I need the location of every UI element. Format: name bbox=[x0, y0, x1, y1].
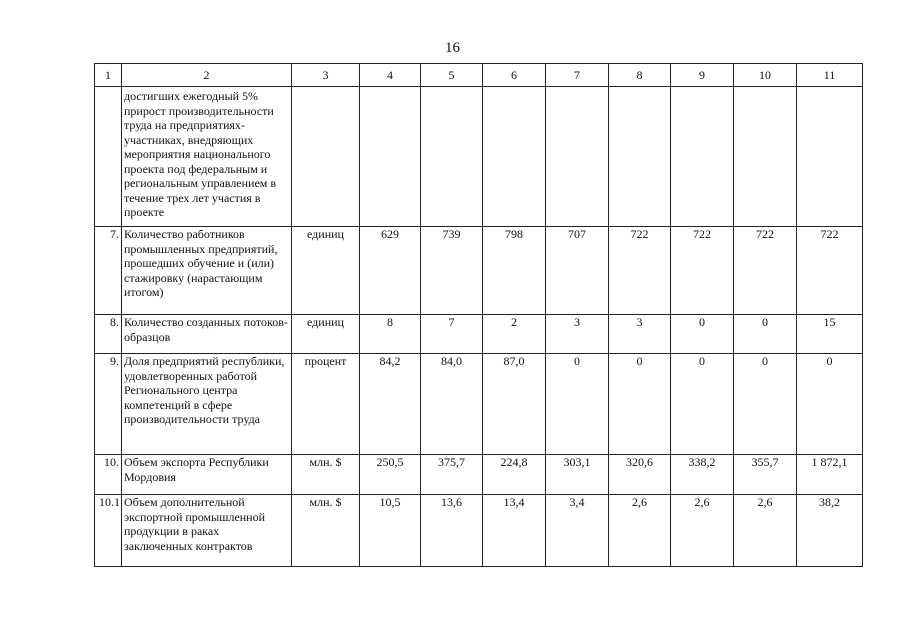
value-cell: 7 bbox=[421, 315, 483, 354]
value-cell: 8 bbox=[360, 315, 421, 354]
indicator-name: достигших ежегодный 5% прирост производительности труда на предприятиях-участниках, внедряющих мероприятия национального проекта под федеральным и региональным управлением в течение трех лет участия в проекте bbox=[122, 87, 292, 227]
value-cell: 0 bbox=[671, 354, 734, 455]
value-cell: 629 bbox=[360, 227, 421, 315]
table-row bbox=[95, 227, 863, 315]
unit-cell bbox=[292, 87, 360, 227]
unit-cell: млн. $ bbox=[292, 455, 360, 495]
value-cell: 0 bbox=[671, 315, 734, 354]
row-number: 9. bbox=[95, 354, 122, 455]
value-cell bbox=[546, 87, 609, 227]
value-cell: 722 bbox=[609, 227, 671, 315]
column-number: 6 bbox=[483, 64, 546, 87]
value-cell bbox=[609, 87, 671, 227]
value-cell bbox=[671, 87, 734, 227]
unit-cell: млн. $ bbox=[292, 495, 360, 567]
column-number: 4 bbox=[360, 64, 421, 87]
value-cell: 0 bbox=[734, 354, 797, 455]
value-cell: 355,7 bbox=[734, 455, 797, 495]
value-cell bbox=[483, 87, 546, 227]
value-cell: 722 bbox=[671, 227, 734, 315]
value-cell: 707 bbox=[546, 227, 609, 315]
value-cell: 84,2 bbox=[360, 354, 421, 455]
value-cell: 722 bbox=[734, 227, 797, 315]
value-cell: 0 bbox=[734, 315, 797, 354]
value-cell: 15 bbox=[797, 315, 863, 354]
column-number: 9 bbox=[671, 64, 734, 87]
unit-cell: единиц bbox=[292, 227, 360, 315]
table-row bbox=[95, 354, 863, 455]
indicator-name: Количество созданных потоков-образцов bbox=[122, 315, 292, 354]
column-number: 11 bbox=[797, 64, 863, 87]
row-number: 8. bbox=[95, 315, 122, 354]
value-cell: 3,4 bbox=[546, 495, 609, 567]
page-number: 16 bbox=[445, 40, 460, 56]
value-cell: 13,4 bbox=[483, 495, 546, 567]
value-cell bbox=[797, 87, 863, 227]
column-number: 7 bbox=[546, 64, 609, 87]
indicator-name: Объем дополнительной экспортной промышленной продукции в раках заключенных контрактов bbox=[122, 495, 292, 567]
unit-cell: процент bbox=[292, 354, 360, 455]
value-cell: 84,0 bbox=[421, 354, 483, 455]
value-cell: 375,7 bbox=[421, 455, 483, 495]
unit-cell: единиц bbox=[292, 315, 360, 354]
column-number: 1 bbox=[95, 64, 122, 87]
value-cell: 1 872,1 bbox=[797, 455, 863, 495]
column-number: 3 bbox=[292, 64, 360, 87]
column-number: 5 bbox=[421, 64, 483, 87]
value-cell: 13,6 bbox=[421, 495, 483, 567]
value-cell bbox=[360, 87, 421, 227]
value-cell: 250,5 bbox=[360, 455, 421, 495]
value-cell: 798 bbox=[483, 227, 546, 315]
column-number: 10 bbox=[734, 64, 797, 87]
value-cell bbox=[421, 87, 483, 227]
table-row bbox=[95, 87, 863, 227]
value-cell: 739 bbox=[421, 227, 483, 315]
table-row bbox=[95, 315, 863, 354]
value-cell: 87,0 bbox=[483, 354, 546, 455]
table-row bbox=[95, 455, 863, 495]
value-cell: 2,6 bbox=[671, 495, 734, 567]
value-cell: 320,6 bbox=[609, 455, 671, 495]
indicator-name: Доля предприятий республики, удовлетворенных работой Регионального центра компетенций в сфере производительности труда bbox=[122, 354, 292, 455]
indicators-table bbox=[94, 63, 863, 567]
row-number bbox=[95, 87, 122, 227]
value-cell: 2,6 bbox=[609, 495, 671, 567]
value-cell: 2 bbox=[483, 315, 546, 354]
value-cell: 3 bbox=[546, 315, 609, 354]
column-number: 8 bbox=[609, 64, 671, 87]
value-cell: 10,5 bbox=[360, 495, 421, 567]
indicator-name: Объем экспорта Республики Мордовия bbox=[122, 455, 292, 495]
column-number-row bbox=[95, 64, 863, 87]
value-cell: 38,2 bbox=[797, 495, 863, 567]
value-cell: 0 bbox=[797, 354, 863, 455]
row-number: 10.1 bbox=[95, 495, 122, 567]
value-cell: 722 bbox=[797, 227, 863, 315]
value-cell: 303,1 bbox=[546, 455, 609, 495]
table-row bbox=[95, 495, 863, 567]
value-cell: 0 bbox=[609, 354, 671, 455]
value-cell: 3 bbox=[609, 315, 671, 354]
row-number: 7. bbox=[95, 227, 122, 315]
value-cell: 0 bbox=[546, 354, 609, 455]
value-cell bbox=[734, 87, 797, 227]
column-number: 2 bbox=[122, 64, 292, 87]
value-cell: 338,2 bbox=[671, 455, 734, 495]
indicator-name: Количество работников промышленных предприятий, прошедших обучение и (или) стажировку (нарастающим итогом) bbox=[122, 227, 292, 315]
value-cell: 2,6 bbox=[734, 495, 797, 567]
row-number: 10. bbox=[95, 455, 122, 495]
value-cell: 224,8 bbox=[483, 455, 546, 495]
